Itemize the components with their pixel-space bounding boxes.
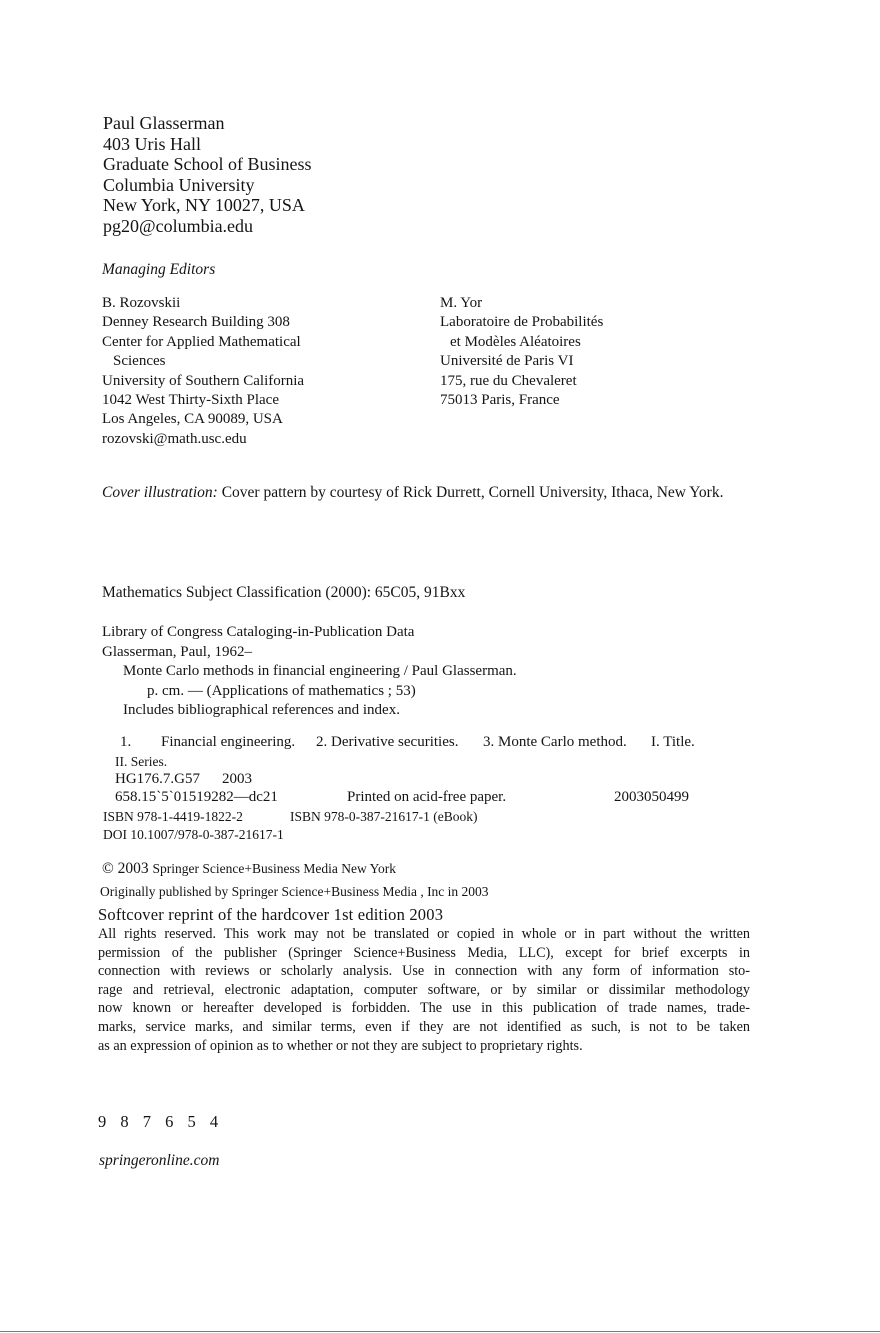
cip-call-number: HG176.7.G57: [115, 771, 200, 787]
editor-line: Laboratoire de Probabilités: [440, 314, 604, 331]
author-address: [103, 113, 311, 237]
author-email: pg20@columbia.edu: [103, 215, 254, 236]
cip-subject: 3. Monte Carlo method.: [483, 734, 627, 750]
rights-line: marks, service marks, and similar terms, even if they are not identified as such, is not to be taken: [98, 1018, 750, 1035]
subject-classification: Mathematics Subject Classification (2000): 65C05, 91Bxx: [102, 584, 466, 601]
rights-line: connection with reviews or scholarly analysis. Use in connection with any form of information sto-: [98, 963, 750, 980]
publisher-website: springeronline.com: [99, 1152, 220, 1169]
cip-paper-note: Printed on acid-free paper.: [347, 789, 507, 805]
cip-line: Monte Carlo methods in financial engineering / Paul Glasserman.: [123, 663, 517, 679]
editor-line: B. Rozovskii: [102, 295, 181, 311]
editor-line: Université de Paris VI: [440, 353, 574, 370]
editor-line: Los Angeles, CA 90089, USA: [102, 411, 283, 428]
cip-heading: Library of Congress Cataloging-in-Publication Data: [102, 624, 415, 640]
cip-call-year: 2003: [222, 771, 252, 787]
editor-line: et Modèles Aléatoires: [450, 333, 581, 350]
author-address-line: Columbia University: [103, 174, 255, 195]
cip-lccn: 2003050499: [614, 789, 689, 805]
author-name: Paul Glasserman: [103, 113, 225, 133]
editor-line: 75013 Paris, France: [440, 391, 560, 408]
rights-statement: [98, 925, 750, 1055]
editor-email: rozovski@math.usc.edu: [102, 430, 247, 447]
softcover-reprint-note: Softcover reprint of the hardcover 1st edition 2003: [98, 905, 444, 924]
isbn-print: ISBN 978-1-4419-1822-2: [103, 809, 243, 824]
cip-series: II. Series.: [115, 754, 168, 769]
cover-illustration-credit: [102, 484, 723, 502]
rights-line: as an expression of opinion as to whether or not they are subject to proprietary rights.: [98, 1037, 583, 1054]
cip-line: p. cm. — (Applications of mathematics ; 53): [147, 682, 416, 699]
editor-line: University of Southern California: [102, 372, 305, 389]
editor-line: Denney Research Building 308: [102, 314, 290, 331]
author-address-line: 403 Uris Hall: [103, 133, 201, 154]
cip-subject: Financial engineering.: [161, 734, 296, 750]
editor-line: 1042 West Thirty-Sixth Place: [102, 391, 279, 408]
editor-rozovskii-address: [102, 294, 304, 449]
cip-line: Includes bibliographical references and index.: [123, 702, 400, 718]
managing-editors-heading: Managing Editors: [102, 261, 216, 278]
rights-line: permission of the publisher (Springer Science+Business Media, LLC), except for brief excerpts in: [98, 944, 750, 961]
copyright-line: [102, 860, 396, 878]
cover-illustration-label: Cover illustration:: [102, 484, 218, 501]
cip-subject: 2. Derivative securities.: [316, 734, 459, 750]
rights-line: now known or hereafter developed is forbidden. The use in this publication of trade names, trade-: [98, 1000, 750, 1017]
isbn-ebook: ISBN 978-0-387-21617-1 (eBook): [290, 809, 478, 824]
copyright-year: © 2003: [102, 860, 149, 877]
editor-line: 175, rue du Chevaleret: [440, 372, 577, 389]
doi: DOI 10.1007/978-0-387-21617-1: [103, 827, 284, 842]
bottom-rule: [0, 1331, 880, 1332]
editor-line: M. Yor: [440, 295, 483, 311]
cip-dewey: 658.15`5`01519282—dc21: [115, 789, 278, 805]
cip-subject-number: 1.: [120, 734, 132, 750]
copyright-holder: Springer Science+Business Media New York: [152, 861, 396, 876]
cover-illustration-text: Cover pattern by courtesy of Rick Durrett, Cornell University, Ithaca, New York.: [217, 484, 724, 501]
rights-line: All rights reserved. This work may not be translated or copied in whole or in part without the written: [98, 926, 750, 942]
editor-line: Center for Applied Mathematical: [102, 333, 301, 350]
editor-yor-address: [440, 294, 603, 410]
cip-subject: I. Title.: [651, 734, 695, 750]
author-address-line: Graduate School of Business: [103, 154, 312, 175]
cip-block: [102, 623, 517, 721]
editor-line: Sciences: [113, 353, 166, 370]
original-publication-note: Originally published by Springer Science+Business Media , Inc in 2003: [100, 884, 489, 899]
print-line: 9 8 7 6 5 4: [98, 1112, 224, 1131]
author-address-line: New York, NY 10027, USA: [103, 195, 305, 216]
cip-line: Glasserman, Paul, 1962–: [102, 643, 252, 660]
rights-line: rage and retrieval, electronic adaptation, computer software, or by similar or dissimilar methodology: [98, 981, 750, 998]
